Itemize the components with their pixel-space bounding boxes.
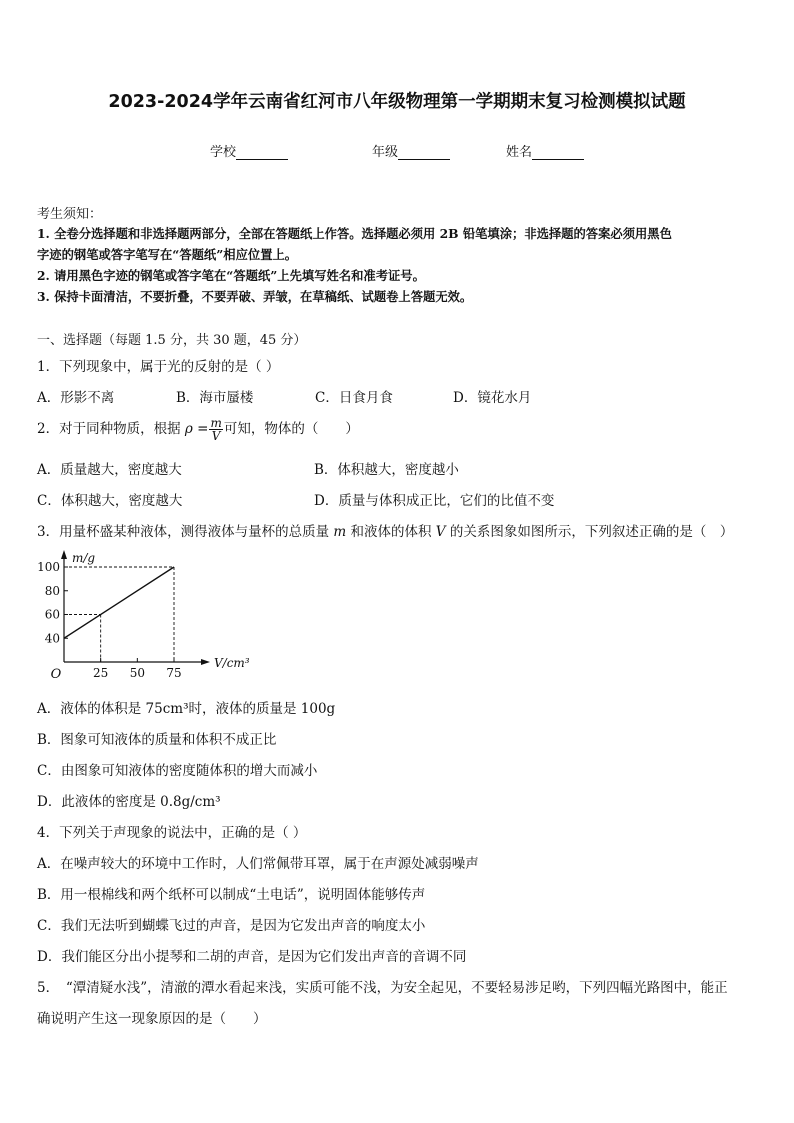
y-tick-label: 40 [44, 631, 60, 646]
name-label: 姓名 [506, 145, 533, 160]
name-blank[interactable] [532, 145, 584, 160]
y-tick-label: 60 [44, 607, 60, 622]
x-tick-label: 25 [93, 666, 109, 680]
notice-line-1b: 字迹的钢笔或答字笔写在“答题纸”相应位置上。 [37, 247, 298, 262]
x-axis-arrow [201, 659, 210, 665]
q1-option-c[interactable]: C．日食月食 [315, 390, 393, 406]
q2-option-d[interactable]: D．质量与体积成正比，它们的比值不变 [314, 493, 555, 509]
notice-line-3: 3. 保持卡面清洁，不要折叠，不要弄破、弄皱，在草稿纸、试题卷上答题无效。 [37, 289, 473, 304]
q3-option-a[interactable]: A．液体的体积是 75cm³时，液体的质量是 100g [37, 701, 336, 717]
q1-stem: 1．下列现象中，属于光的反射的是（ ） [37, 359, 280, 375]
grade-blank[interactable] [398, 145, 450, 160]
q2-stem [37, 416, 359, 442]
q2-option-a[interactable]: A．质量越大，密度越大 [37, 462, 182, 478]
school-field [210, 141, 288, 160]
x-tick-label: 75 [166, 666, 182, 680]
y-tick-label: 80 [44, 583, 60, 598]
q2-stem-post: 可知，物体的（ ） [223, 421, 359, 437]
q4-option-c[interactable]: C．我们无法听到蝴蝶飞过的声音，是因为它发出声音的响度太小 [37, 918, 426, 934]
name-field [506, 141, 584, 160]
grade-label: 年级 [372, 145, 399, 160]
q4-stem: 4．下列关于声现象的说法中，正确的是（ ） [37, 825, 307, 841]
q3-option-d[interactable]: D．此液体的密度是 0.8g/cm³ [37, 794, 221, 810]
y-tick-label: 100 [37, 560, 60, 574]
q5-stem-line-1: 5． “潭清疑水浅”，清澈的潭水看起来浅，实质可能不浅，为安全起见，不要轻易涉足哟，下列四幅光路图中，能正 [37, 980, 728, 996]
q2-denominator: V [211, 429, 221, 443]
section-heading: 一、选择题（每题 1.5 分，共 30 题，45 分） [37, 333, 307, 348]
q3-stem-mid: 和液体的体积 [346, 524, 436, 540]
x-tick-label: 50 [129, 666, 145, 680]
notice-line-2: 2. 请用黑色字迹的钢笔或答字笔在“答题纸”上先填写姓名和准考证号。 [37, 268, 425, 283]
q4-option-a[interactable]: A．在噪声较大的环境中工作时，人们常佩带耳罩，属于在声源处减弱噪声 [37, 856, 479, 872]
q3-stem-pre: 3．用量杯盛某种液体，测得液体与量杯的总质量 [37, 524, 334, 540]
q1-option-d[interactable]: D．镜花水月 [453, 390, 532, 406]
q2-rho: ρ = [184, 421, 209, 437]
x-axis-label: V/cm³ [214, 656, 250, 670]
q3-stem-post: 的关系图象如图所示，下列叙述正确的是（ ） [445, 524, 734, 540]
y-axis-arrow [61, 550, 67, 559]
page-title: 2023-2024学年云南省红河市八年级物理第一学期期末复习检测模拟试题 [108, 92, 686, 112]
mass-volume-chart [30, 550, 250, 685]
grade-field [372, 141, 450, 160]
origin-label: O [50, 667, 62, 682]
q3-option-c[interactable]: C．由图象可知液体的密度随体积的增大而减小 [37, 763, 318, 779]
notice-heading: 考生须知： [37, 207, 103, 222]
q2-option-b[interactable]: B．体积越大，密度越小 [314, 462, 459, 478]
school-label: 学校 [210, 145, 237, 160]
series-line [64, 567, 174, 638]
school-blank[interactable] [236, 145, 288, 160]
q2-fraction [209, 417, 222, 442]
q3-m: m [333, 524, 347, 540]
q5-stem-line-2: 确说明产生这一现象原因的是（ ） [37, 1011, 267, 1027]
q2-numerator: m [210, 416, 222, 430]
q1-option-b[interactable]: B．海市蜃楼 [176, 390, 254, 406]
q4-option-b[interactable]: B．用一根棉线和两个纸杯可以制成“土电话”，说明固体能够传声 [37, 887, 426, 903]
q3-option-b[interactable]: B．图象可知液体的质量和体积不成正比 [37, 732, 277, 748]
q3-stem [37, 520, 733, 540]
y-axis-label: m/g [72, 551, 96, 565]
q3-V: V [435, 524, 446, 540]
q4-option-d[interactable]: D．我们能区分出小提琴和二胡的声音，是因为它们发出声音的音调不同 [37, 949, 467, 965]
q1-option-a[interactable]: A．形影不离 [37, 390, 115, 406]
q2-option-c[interactable]: C．体积越大，密度越大 [37, 493, 183, 509]
q2-stem-pre: 2．对于同种物质，根据 [37, 421, 185, 437]
notice-line-1a: 1. 全卷分选择题和非选择题两部分，全部在答题纸上作答。选择题必须用 2B 铅笔填涂；非选择题的答案必须用黑色 [37, 226, 672, 241]
